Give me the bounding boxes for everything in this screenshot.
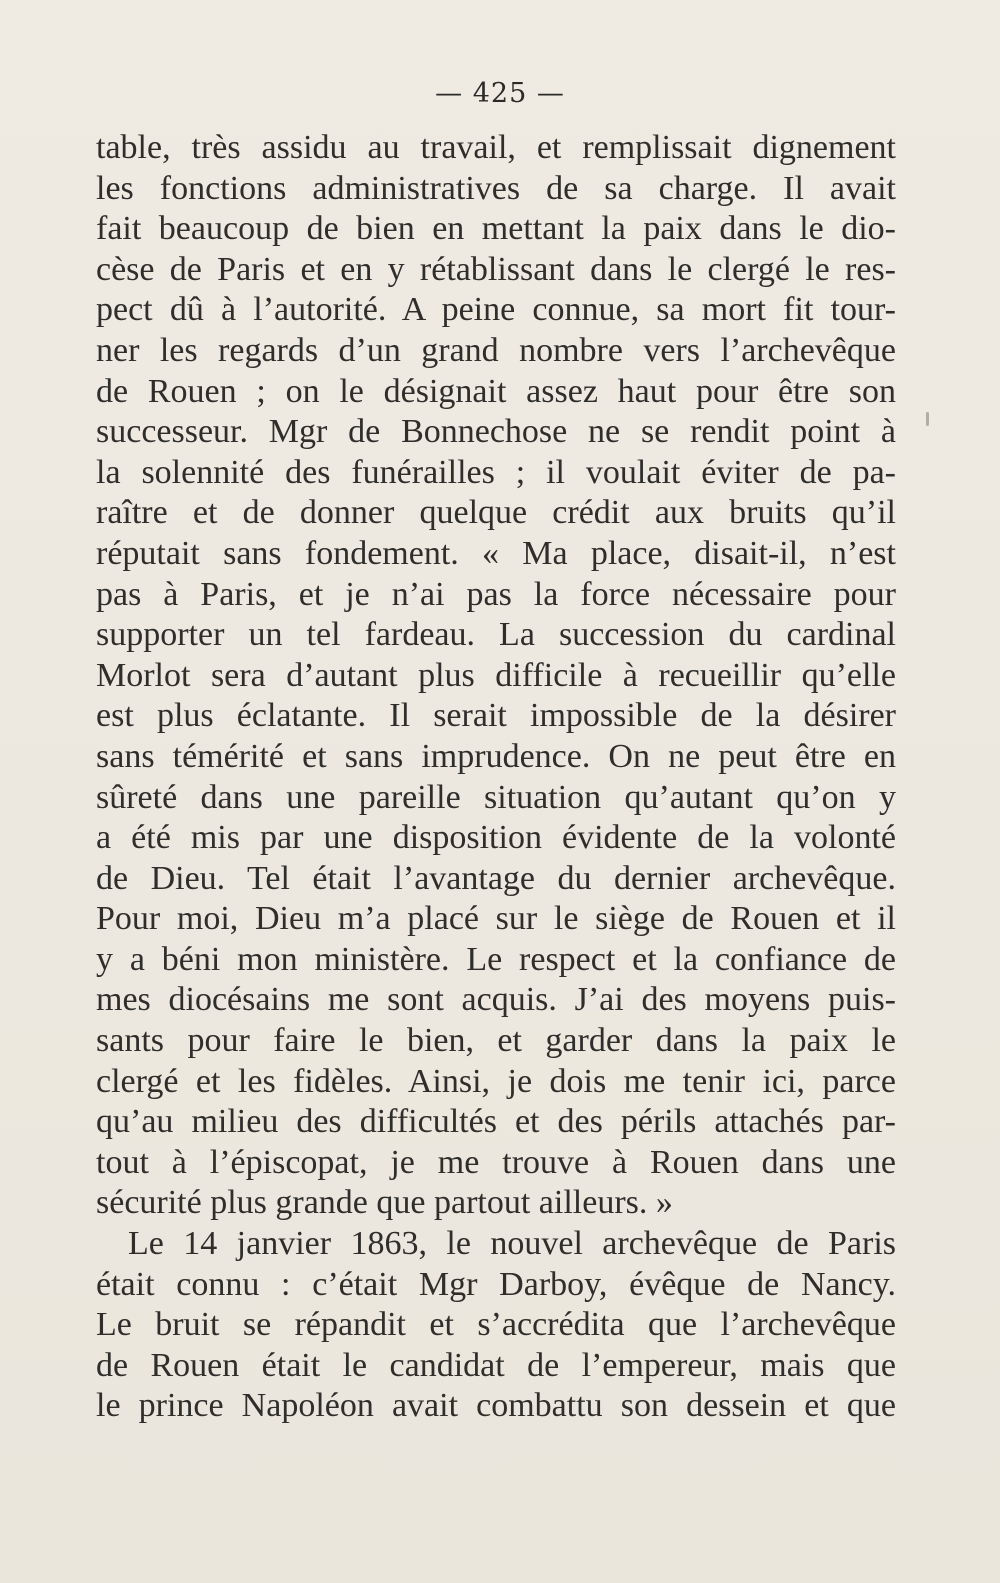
text-line: sants pour faire le bien, et garder dans la paix le xyxy=(96,1022,896,1060)
text-line: fait beaucoup de bien en mettant la paix dans le dio- xyxy=(96,210,896,248)
text-line: était connu : c’était Mgr Darboy, évêque de Nancy. xyxy=(96,1265,896,1303)
text-line: raître et de donner quelque crédit aux bruits qu’il xyxy=(96,494,896,532)
text-line: la solennité des funérailles ; il voulait éviter de pa- xyxy=(96,453,896,491)
text-line: de Rouen était le candidat de l’empereur, mais que xyxy=(96,1346,896,1384)
text-line: le prince Napoléon avait combattu son dessein et que xyxy=(96,1387,896,1425)
text-line: sûreté dans une pareille situation qu’autant qu’on y xyxy=(96,778,896,816)
text-line: a été mis par une disposition évidente de la volonté xyxy=(96,819,896,857)
text-line: Morlot sera d’autant plus difficile à recueillir qu’elle xyxy=(96,656,896,694)
text-line: Le bruit se répandit et s’accrédita que l’archevêque xyxy=(96,1306,896,1344)
text-line: sans témérité et sans imprudence. On ne peut être en xyxy=(96,737,896,775)
text-line: est plus éclatante. Il serait impossible de la désirer xyxy=(96,697,896,735)
text-line: mes diocésains me sont acquis. J’ai des moyens puis- xyxy=(96,981,896,1019)
text-line: sécurité plus grande que partout ailleurs. » xyxy=(96,1184,673,1222)
text-line: pas à Paris, et je n’ai pas la force nécessaire pour xyxy=(96,575,896,613)
text-line: y a béni mon ministère. Le respect et la confiance de xyxy=(96,940,896,978)
text-line: table, très assidu au travail, et remplissait dignement xyxy=(96,129,896,166)
ink-speck xyxy=(926,412,929,426)
text-line: qu’au milieu des difficultés et des périls attachés par- xyxy=(96,1103,896,1141)
page-text xyxy=(96,128,896,1427)
text-line: de Dieu. Tel était l’avantage du dernier archevêque. xyxy=(96,859,896,897)
text-line: successeur. Mgr de Bonnechose ne se rendit point à xyxy=(96,413,896,451)
text-line: cèse de Paris et en y rétablissant dans le clergé le res- xyxy=(96,250,896,288)
page-number: — 425 — xyxy=(435,78,565,109)
paragraph-start-line: Le 14 janvier 1863, le nouvel archevêque de Paris xyxy=(128,1225,896,1263)
text-line: supporter un tel fardeau. La succession du cardinal xyxy=(96,616,896,654)
text-line: ner les regards d’un grand nombre vers l’archevêque xyxy=(96,331,896,369)
text-line: tout à l’épiscopat, je me trouve à Rouen dans une xyxy=(96,1143,896,1181)
text-line: de Rouen ; on le désignait assez haut pour être son xyxy=(96,372,896,410)
text-line: Pour moi, Dieu m’a placé sur le siège de Rouen et il xyxy=(96,900,896,938)
text-line: réputait sans fondement. « Ma place, disait-il, n’est xyxy=(96,534,896,572)
text-line: pect dû à l’autorité. A peine connue, sa mort fit tour- xyxy=(96,291,896,329)
text-line: clergé et les fidèles. Ainsi, je dois me tenir ici, parce xyxy=(96,1062,896,1100)
text-line: les fonctions administratives de sa charge. Il avait xyxy=(96,169,896,207)
